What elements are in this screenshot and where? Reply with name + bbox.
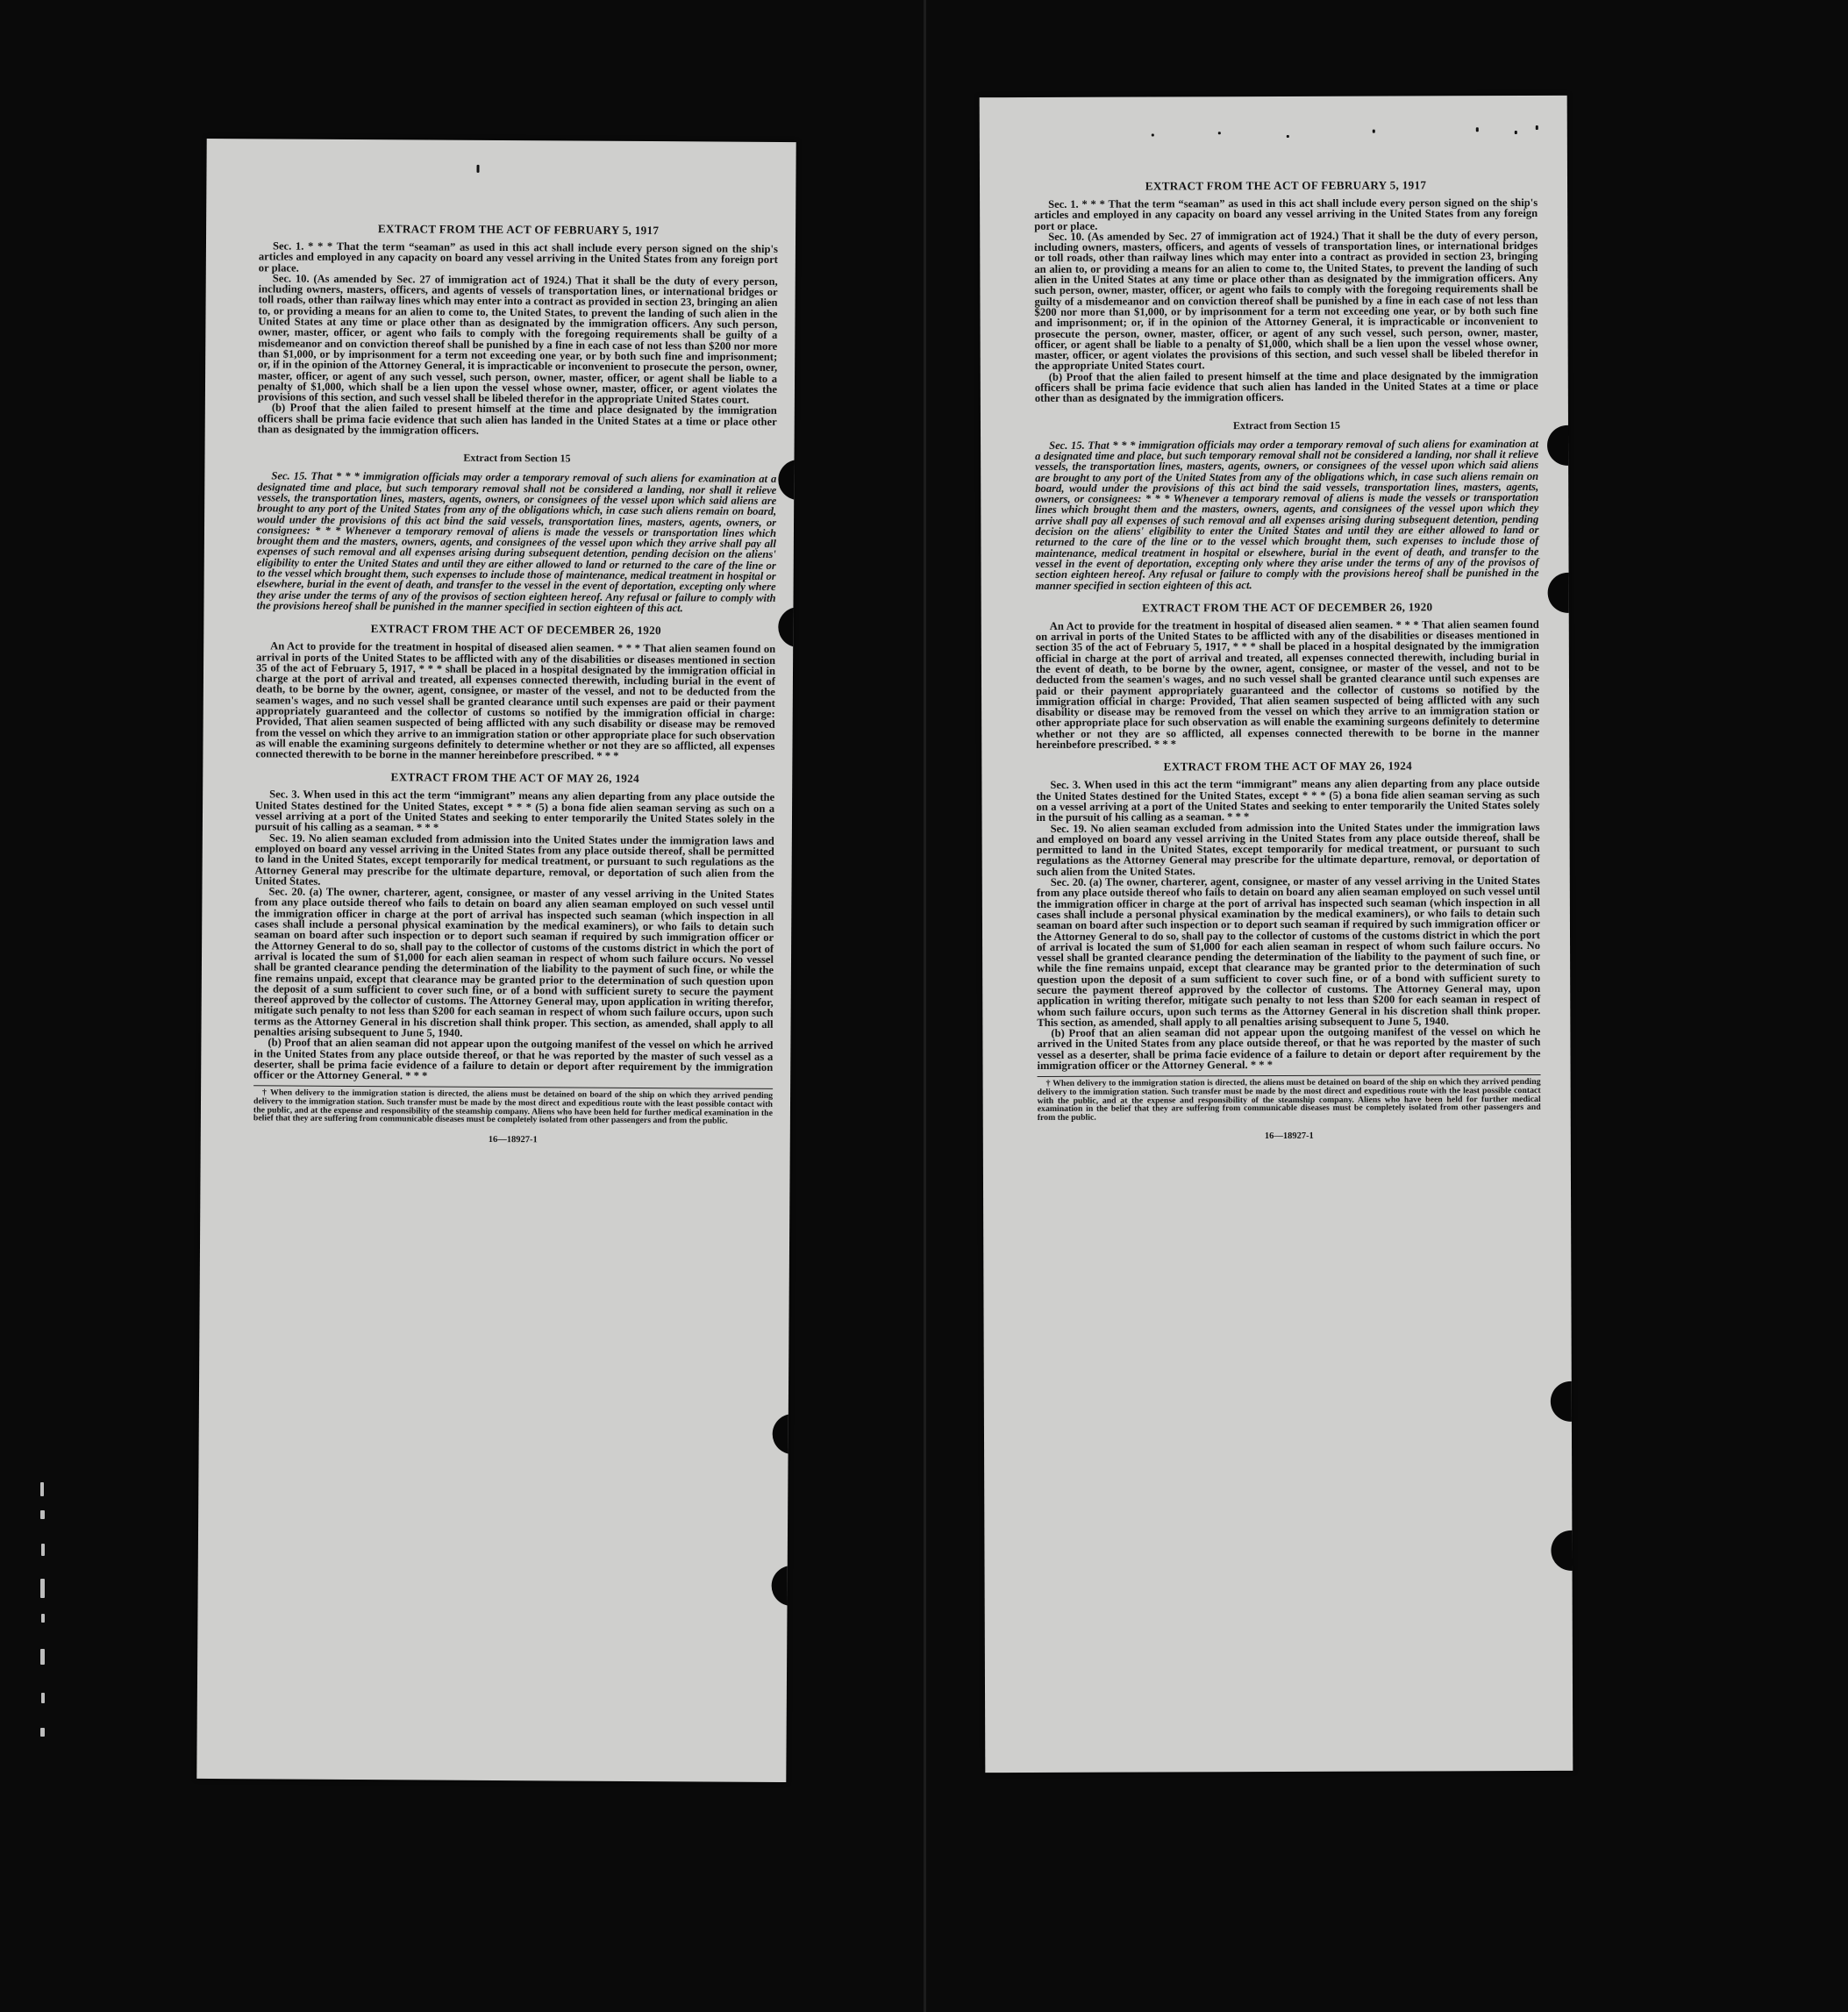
right-page-content: [1034, 168, 1543, 1746]
paragraph-sec-15: Sec. 15. That * * * immigration officials may order a temporary removal of such aliens for examination at a designated time and place, but such temporary removal shall not be considered a landing, nor shall it relieve vessels, the transportation lines, masters, agents, owners, or consignees of the vessel upon which said aliens are brought to any port of the United States from any of the obligations which, in case such aliens remain on board, would under the provisions of this act bind the said vessels, transportation lines, masters, agents, owners, or consignees: * * * Whenever a temporary removal of aliens is made the vessels or transportation lines which brought them and the masters, owners, agents, and consignees of the vessel upon which they arrive shall pay all expenses of such removal and all expenses arising during subsequent detention, pending decision on the aliens' eligibility to enter the United States and until they are either allowed to land or returned to the care of the line or to the vessel which brought them, such expenses to include those of maintenance, medical treatment in hospital or elsewhere, burial in the event of death, and transfer to the vessel in the event of deportation, excepting only where they arise under the terms of any of the provisos of section eighteen hereof. Any refusal or failure to comply with the provisions hereof shall be punished in the manner specified in section eighteen of this act.: [1035, 437, 1539, 592]
scan-artifact: [41, 1544, 45, 1556]
footnote: † When delivery to the immigration station is directed, the aliens must be detained on board of the ship on which they arrived pending delivery to the immigration station. Such transfer must be made by the most direct and expeditious route with the least possible contact with the public, and at the expense and responsibility of the steamship company. Aliens who have been held for further medical examination in the belief that they are suffering from communicable diseases must be completely isolated from other passengers and from the public.: [253, 1086, 773, 1126]
scan-speck: [1476, 127, 1479, 132]
paragraph-sec-19: Sec. 19. No alien seaman excluded from admission into the United States under the immigration laws and employed on board any vessel arriving in the United States from any place outside thereof, shall be permitted to land in the United States, except temporarily for medical treatment, or pursuant to such regulations as the Attorney General may prescribe for the ultimate departure, removal, or deportation of such alien from the United States.: [254, 831, 774, 888]
scan-artifact: [40, 1482, 44, 1496]
scan-speck: [1152, 133, 1154, 136]
paragraph-sec-3: Sec. 3. When used in this act the term “immigrant” means any alien departing from any place outside the United States destined for the United States, except * * * (5) a bona fide alien seaman serving as such on a vessel arriving at a port of the United States and seeking to enter temporarily the United States solely in the pursuit of his calling as a seaman. * * *: [254, 788, 775, 834]
paragraph-proof-b-1917: (b) Proof that the alien failed to present himself at the time and place designated by the immigration officers shall be prima facie evidence that such alien has landed in the United States at a time or place other than as designated by the immigration officers.: [1034, 368, 1538, 405]
binder-hole: [778, 460, 796, 500]
paragraph-sec-1: Sec. 1. * * * That the term “seaman” as used in this act shall include every person signed on the ship's articles and employed in any capacity on board any vessel arriving in the United States from any foreign port or place.: [1034, 196, 1538, 232]
scan-speck: [1218, 132, 1221, 134]
scan-artifact: [40, 1649, 45, 1665]
scan-artifact: [40, 1728, 45, 1737]
heading-act-1924: EXTRACT FROM THE ACT OF MAY 26, 1924: [1163, 759, 1413, 774]
scan-artifact: [40, 1579, 45, 1598]
paragraph-sec-20: Sec. 20. (a) The owner, charterer, agent, consignee, or master of any vessel arriving in the United States from any place outside thereof who fails to detain on board any alien seaman employed on such vessel until the immigration officer in charge at the port of arrival has inspected such seaman (which inspection in all cases shall include a personal physical examination by the medical examiners), or who fails to detain such seaman on board after such inspection or to deport such seaman if required by such immigration officer or the Attorney General to do so, shall pay to the collector of customs of the customs district in which the port of arrival is located the sum of $1,000 for each alien seaman in respect of whom such failure occurs. No vessel shall be granted clearance pending the determination of the liability to the payment of such fine, or while the fine remains unpaid, except that clearance may be granted prior to the determination of such question upon the deposit of a sum sufficient to cover such fine, or of a bond with sufficient surety to secure the payment thereof approved by the collector of customs. The Attorney General may, upon application in writing therefor, mitigate such penalty to not less than $200 for each seaman in respect of whom such failure occurs, upon such terms as the Attorney General in his discretion shall think proper. This section, as amended, shall apply to all penalties arising subsequent to June 5, 1940.: [1036, 874, 1541, 1029]
left-page-content: [249, 210, 778, 1756]
paragraph-act-1920: An Act to provide for the treatment in hospital of diseased alien seamen. * * * That alien seamen found on arrival in ports of the United States to be afflicted with any of the disabilities or diseases mentioned in section 35 of the act of February 5, 1917, * * * shall be placed in a hospital designated by the immigration official in charge at the port of arrival and treated, all expenses connected therewith, including burial in the event of death, to be borne by the owner, agent, consignee, or master of the vessel, and not to be deducted from the seamen's wages, and no such vessel shall be granted clearance until such expenses are paid or their payment appropriately guaranteed and the collector of customs so notified by the immigration official in charge: Provided, That alien seamen suspected of being afflicted with any such disability or disease may be removed from the vessel on which they arrive to an immigration station or other appropriate place for such observation as will enable the examining surgeons definitely to determine whether or not they are so afflicted, all expenses connected therewith to be borne in the manner hereinbefore prescribed. * * *: [255, 639, 776, 763]
right-document-page: [980, 96, 1573, 1773]
binder-hole: [1551, 1530, 1573, 1571]
scan-speck: [1536, 125, 1538, 130]
scan-speck: [1287, 135, 1289, 138]
left-document-page: [196, 139, 796, 1782]
form-number: 16—18927-1: [1264, 1131, 1314, 1142]
paragraph-sec-3: Sec. 3. When used in this act the term “immigrant” means any alien departing from any place outside the United States destined for the United States, except * * * (5) a bona fide alien seaman serving as such on a vessel arriving at a port of the United States and seeking to enter temporarily the United States solely in the pursuit of his calling as a seaman. * * *: [1036, 777, 1540, 824]
paragraph-proof-b-1924: (b) Proof that an alien seaman did not appear upon the outgoing manifest of the vessel on which he arrived in the United States from any place outside thereof, or that he was reported by the master of such vessel as a deserter, shall be prima facie evidence of a failure to detain or deport after requirement by the immigration officer or the Attorney General. * * *: [253, 1036, 774, 1082]
binder-hole: [778, 607, 796, 647]
subheading-section-15: Extract from Section 15: [463, 452, 571, 465]
paragraph-proof-b-1917: (b) Proof that the alien failed to present himself at the time and place designated by the immigration officers shall be prima facie evidence that such alien has landed in the United States at a time or place other than as designated by the immigration officers.: [257, 401, 777, 437]
scan-artifact: [41, 1614, 45, 1623]
paragraph-sec-19: Sec. 19. No alien seaman excluded from admission into the United States under the immigration laws and employed on board any vessel arriving in the United States from any place outside thereof, shall be permitted to land in the United States, except temporarily for medical treatment, or pursuant to such regulations as the Attorney General may prescribe for the ultimate departure, removal, or deportation of such alien from the United States.: [1036, 820, 1540, 878]
paragraph-sec-10: Sec. 10. (As amended by Sec. 27 of immigration act of 1924.) That it shall be the duty of every person, including owners, masters, officers, and agents of vessels of transportation lines, or international bridges or toll roads, other than railway lines which may enter into a contract as provided in section 23, bringing an alien to, or providing a means for an alien to come to, the United States, to prevent the landing of such alien in the United States at any time or place other than as designated by the immigration officers. Any such person, owner, master, officer, or agent who fails to comply with the foregoing requirements shall be guilty of a misdemeanor and on conviction thereof shall be punished by a fine in each case of not less than $200 nor more than $1,000, or by imprisonment for a term not exceeding one year, or by both such fine and imprisonment; or, if in the opinion of the Attorney General, it is impracticable or inconvenient to prosecute the person, owner, master, officer, or agent of any such vessel, such person, owner, master, officer, or agent shall be liable to a penalty of $1,000, which shall be a lien upon the vessel whose owner, master, officer, or agent violates the provisions of this section, and such vessel shall be libeled therefor in the appropriate United States court.: [257, 272, 778, 406]
scan-speck: [1373, 130, 1375, 133]
binder-hole: [1548, 573, 1573, 613]
frame-divider: [924, 0, 926, 2012]
binder-hole: [772, 1566, 796, 1606]
scan-artifact: [40, 1510, 45, 1519]
paragraph-proof-b-1924: (b) Proof that an alien seaman did not appear upon the outgoing manifest of the vessel on which he arrived in the United States from any place outside thereof, or that he was reported by the master of such vessel as a deserter, shall be prima facie evidence of a failure to detain or deport after requirement by the immigration officer or the Attorney General. * * *: [1037, 1025, 1541, 1073]
paragraph-act-1920: An Act to provide for the treatment in hospital of diseased alien seamen. * * * That alien seamen found on arrival in ports of the United States to be afflicted with any of the disabilities or diseases mentioned in section 35 of the act of February 5, 1917, * * * shall be placed in a hospital designated by the immigration official in charge at the port of arrival and treated, all expenses connected therewith, including burial in the event of death, to be borne by the owner, agent, consignee, or master of the vessel, and not to be deducted from the seamen's wages, and no such vessel shall be granted clearance until such expenses are paid or their payment appropriately guaranteed and the collector of customs so notified by the immigration official in charge: Provided, That alien seamen suspected of being afflicted with any such disability or disease may be removed from the vessel on which they arrive to an immigration station or other appropriate place for such observation as will enable the examining surgeons definitely to determine whether or not they are so afflicted, all expenses connected therewith to be borne in the manner hereinbefore prescribed. * * *: [1035, 617, 1540, 752]
heading-act-1920: EXTRACT FROM THE ACT OF DECEMBER 26, 1920: [370, 622, 661, 638]
paragraph-sec-20: Sec. 20. (a) The owner, charterer, agent, consignee, or master of any vessel arriving in the United States from any place outside thereof who fails to detain on board any alien seaman employed on such vessel until the immigration officer in charge at the port of arrival has inspected such seaman (which inspection in all cases shall include a personal physical examination by the medical examiners), or who fails to detain such seaman on board after such inspection or to deport such seaman if required by such immigration officer or the Attorney General to do so, shall pay to the collector of customs of the customs district in which the port of arrival is located the sum of $1,000 for each alien seaman in respect of whom such failure occurs. No vessel shall be granted clearance pending the determination of the liability to the payment of such fine, or while the fine remains unpaid, except that clearance may be granted prior to the determination of such question upon the deposit of a sum sufficient to cover such fine, or of a bond with sufficient surety to secure the payment thereof approved by the collector of customs. The Attorney General may, upon application in writing therefor, mitigate such penalty to not less than $200 for each seaman in respect of whom such failure occurs, upon such terms as the Attorney General in his discretion shall think proper. This section, as amended, shall apply to all penalties arising subsequent to June 5, 1940.: [253, 885, 774, 1039]
binder-hole: [1551, 1381, 1573, 1422]
scan-speck: [476, 165, 479, 173]
heading-act-1924: EXTRACT FROM THE ACT OF MAY 26, 1924: [390, 770, 640, 786]
paragraph-sec-10: Sec. 10. (As amended by Sec. 27 of immigration act of 1924.) That it shall be the duty of every person, including owners, masters, officers, and agents of vessels of transportation lines, or international bridges or toll roads, other than railway lines which may enter into a contract as provided in section 23, bringing an alien to, or providing a means for an alien to come to, the United States, to prevent the landing of such alien in the United States at any time or place other than as designated by the immigration officers. Any such person, owner, master, officer, or agent who fails to comply with the foregoing requirements shall be guilty of a misdemeanor and on conviction thereof shall be punished by a fine in each case of not less than $200 nor more than $1,000, or by imprisonment for a term not exceeding one year, or by both such fine and imprisonment; or, if in the opinion of the Attorney General, it is impracticable or inconvenient to prosecute the person, owner, master, officer, or agent of any such vessel, such person, owner, master, officer, or agent shall be liable to a penalty of $1,000, which shall be a lien upon the vessel whose owner, master, officer, or agent violates the provisions of this section, and such vessel shall be libeled therefor in the appropriate United States court.: [1034, 228, 1538, 373]
binder-hole: [773, 1414, 796, 1454]
heading-act-1917: EXTRACT FROM THE ACT OF FEBRUARY 5, 1917: [1145, 178, 1427, 193]
heading-act-1920: EXTRACT FROM THE ACT OF DECEMBER 26, 1920: [1142, 600, 1433, 615]
scan-artifact: [41, 1693, 45, 1703]
scan-speck: [1515, 131, 1517, 134]
form-number: 16—18927-1: [488, 1134, 538, 1145]
binder-hole: [1547, 425, 1573, 466]
heading-act-1917: EXTRACT FROM THE ACT OF FEBRUARY 5, 1917: [377, 222, 660, 238]
paragraph-sec-15: Sec. 15. That * * * immigration officials may order a temporary removal of such aliens for examination at a designated time and place, but such temporary removal shall not be considered a landing, nor shall it relieve vessels, the transportation lines, masters, agents, owners, or consignees of the vessel upon which said aliens are brought to any port of the United States from any of the obligations which, in case such aliens remain on board, would under the provisions of this act bind the said vessels, transportation lines, masters, agents, owners, or consignees: * * * Whenever a temporary removal of aliens is made the vessels or transportation lines which brought them and the masters, owners, agents, and consignees of the vessel upon which they arrive shall pay all expenses of such removal and all expenses arising during subsequent detention, pending decision on the aliens' eligibility to enter the United States and until they are either allowed to land or returned to the care of the line or to the vessel which brought them, such expenses to include those of maintenance, medical treatment in hospital or elsewhere, burial in the event of death, and transfer to the vessel in the event of deportation, excepting only where they arise under the terms of any of the provisos of section eighteen hereof. Any refusal or failure to comply with the provisions hereof shall be punished in the manner specified in section eighteen of this act.: [256, 469, 777, 615]
paragraph-sec-1: Sec. 1. * * * That the term “seaman” as used in this act shall include every person signed on the ship's articles and employed in any capacity on board any vessel arriving in the United States from any foreign port or place.: [258, 239, 779, 275]
subheading-section-15: Extract from Section 15: [1232, 418, 1341, 432]
footnote: † When delivery to the immigration station is directed, the aliens must be detained on board of the ship on which they arrived pending delivery to the immigration station. Such transfer must be made by the most direct and expeditious route with the least possible contact with the public, and at the expense and responsibility of the steamship company. Aliens who have been held for further medical examination in the belief that they are suffering from communicable diseases must be completely isolated from other passengers and from the public.: [1038, 1074, 1541, 1122]
